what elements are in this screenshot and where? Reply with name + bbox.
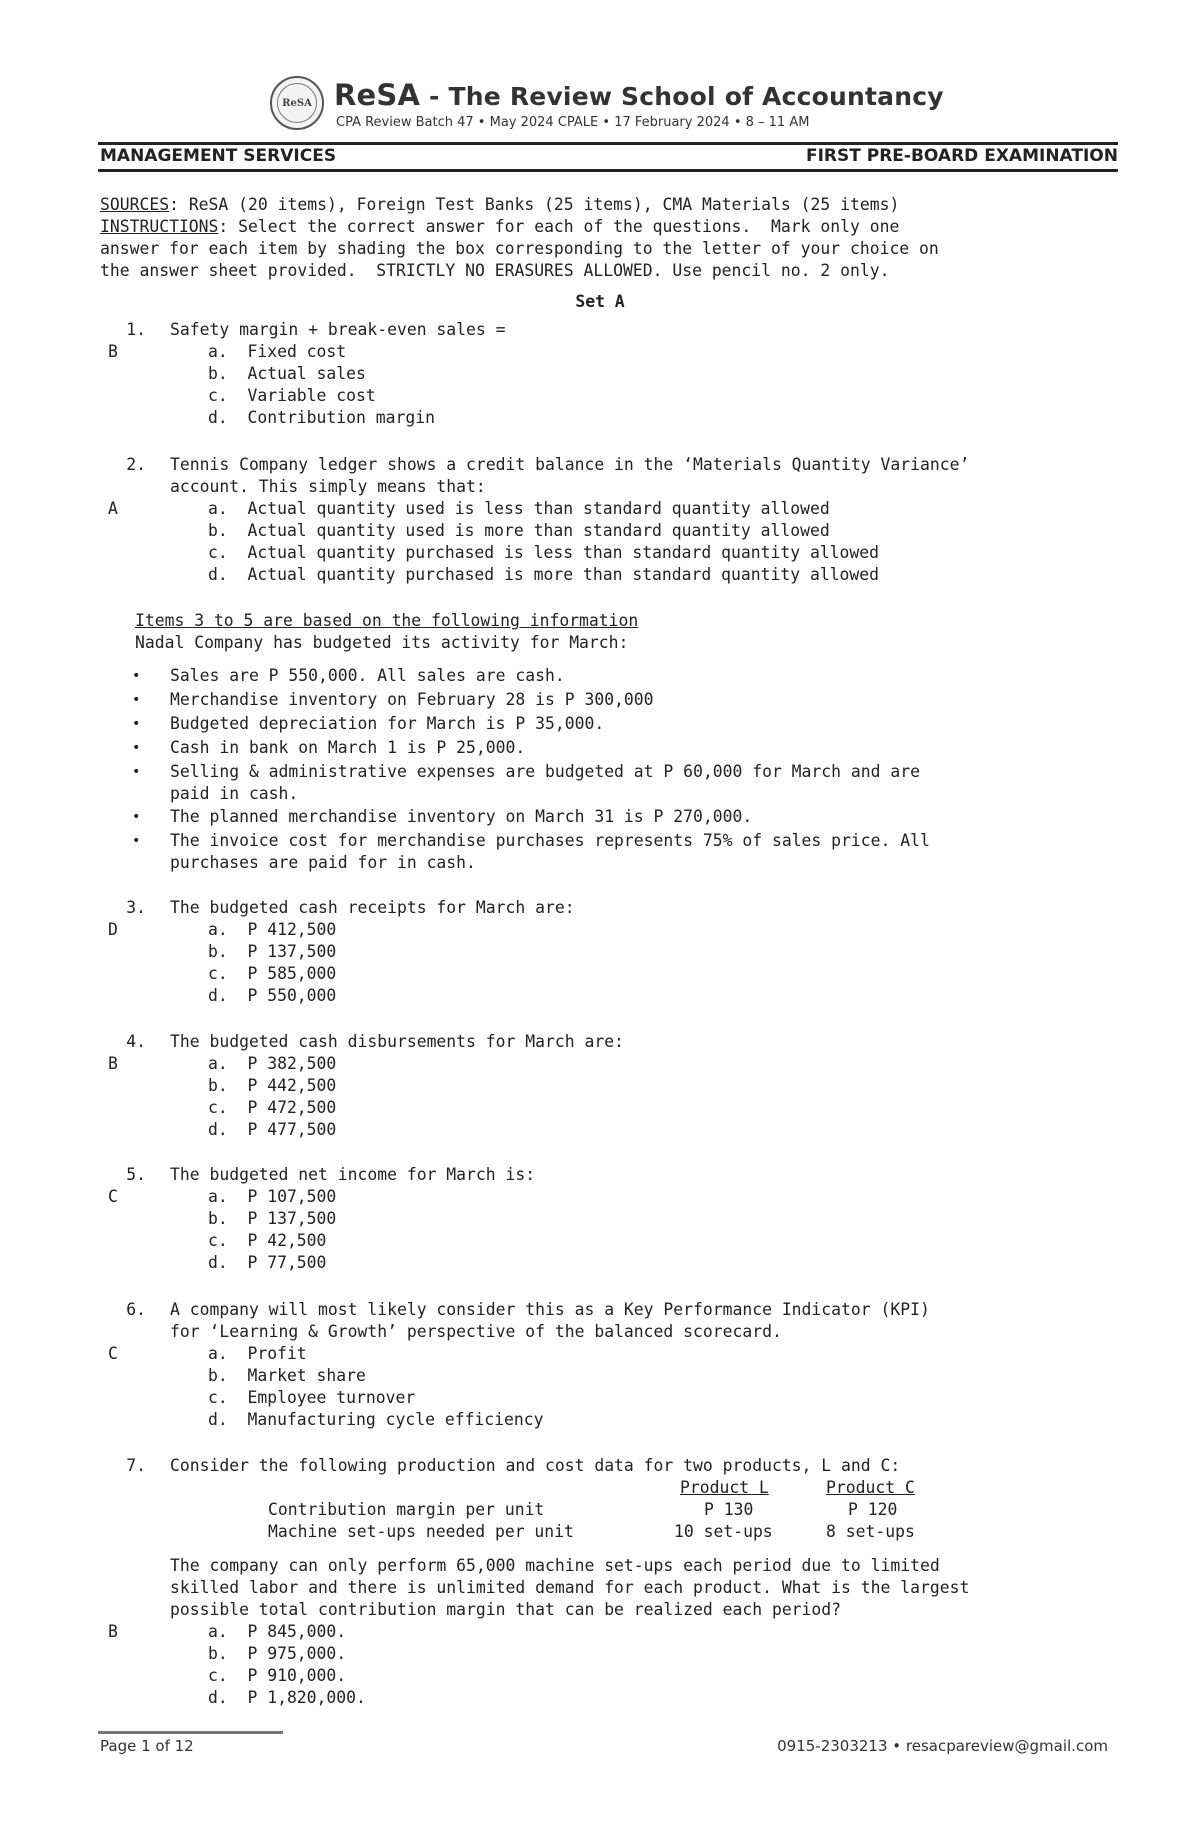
q7-choice-b: b. P 975,000. xyxy=(208,1644,347,1663)
set-label: Set A xyxy=(575,292,625,311)
info-bullet-6: The planned merchandise inventory on March 31 is P 270,000. xyxy=(170,807,753,826)
bullet-5: • xyxy=(132,764,141,780)
school-title-resa: ReSA xyxy=(334,78,421,112)
q7-table-row1-label: Contribution margin per unit xyxy=(268,1500,545,1519)
q1-choice-b: b. Actual sales xyxy=(208,364,366,383)
bullet-6: • xyxy=(132,809,141,825)
q3-choice-d: d. P 550,000 xyxy=(208,986,337,1005)
q2-choice-d: d. Actual quantity purchased is more than standard quantity allowed xyxy=(208,565,880,584)
q7-table-row2-c: 8 set-ups xyxy=(826,1522,915,1541)
instructions-label: INSTRUCTIONS xyxy=(100,217,219,236)
q1-choice-a: a. Fixed cost xyxy=(208,342,347,361)
q3-choice-b: b. P 137,500 xyxy=(208,942,337,961)
q5-choice-a: a. P 107,500 xyxy=(208,1187,337,1206)
header-rule-bottom xyxy=(98,169,1118,172)
q6-answer: C xyxy=(108,1344,118,1363)
q2-stem-1: Tennis Company ledger shows a credit balance in the ‘Materials Quantity Variance’ xyxy=(170,455,970,474)
info-bullet-7-cont: purchases are paid for in cash. xyxy=(170,853,476,872)
bullet-2: • xyxy=(132,692,141,708)
q7-para-3: possible total contribution margin that can be realized each period? xyxy=(170,1600,842,1619)
sources-line xyxy=(100,194,899,216)
school-subtitle: CPA Review Batch 47 • May 2024 CPALE • 17 February 2024 • 8 – 11 AM xyxy=(336,115,810,130)
info-bullet-5: Selling & administrative expenses are budgeted at P 60,000 for March and are xyxy=(170,762,920,781)
q5-choice-b: b. P 137,500 xyxy=(208,1209,337,1228)
q4-choice-c: c. P 472,500 xyxy=(208,1098,337,1117)
info-bullet-5-cont: paid in cash. xyxy=(170,784,299,803)
q7-number: 7. xyxy=(126,1456,146,1475)
q1-choice-d: d. Contribution margin xyxy=(208,408,435,427)
q4-number: 4. xyxy=(126,1032,146,1051)
q1-choice-c: c. Variable cost xyxy=(208,386,376,405)
q7-table-col-c: Product C xyxy=(826,1478,915,1497)
q5-number: 5. xyxy=(126,1165,146,1184)
q4-choice-b: b. P 442,500 xyxy=(208,1076,337,1095)
header-rule-top xyxy=(98,142,1118,145)
q7-table-col-l: Product L xyxy=(680,1478,769,1497)
q6-choice-a: a. Profit xyxy=(208,1344,307,1363)
bullet-1: • xyxy=(132,668,141,684)
info-lead: Nadal Company has budgeted its activity for March: xyxy=(135,633,629,652)
q3-stem: The budgeted cash receipts for March are: xyxy=(170,898,575,917)
q5-answer: C xyxy=(108,1187,118,1206)
q7-table-row2-label: Machine set-ups needed per unit xyxy=(268,1522,574,1541)
subject-title: MANAGEMENT SERVICES xyxy=(100,146,337,166)
school-title xyxy=(334,78,944,112)
q1-number: 1. xyxy=(126,320,146,339)
q7-para-2: skilled labor and there is unlimited demand for each product. What is the largest xyxy=(170,1578,970,1597)
q2-choice-c: c. Actual quantity purchased is less than standard quantity allowed xyxy=(208,543,880,562)
school-title-rest: - The Review School of Accountancy xyxy=(420,82,944,111)
q6-choice-b: b. Market share xyxy=(208,1366,366,1385)
q4-stem: The budgeted cash disbursements for March are: xyxy=(170,1032,624,1051)
instructions-line-1 xyxy=(100,216,899,238)
instructions-line-2: answer for each item by shading the box corresponding to the letter of your choice on xyxy=(100,239,939,258)
q3-number: 3. xyxy=(126,898,146,917)
q1-stem: Safety margin + break-even sales = xyxy=(170,320,506,339)
q7-para-1: The company can only perform 65,000 machine set-ups each period due to limited xyxy=(170,1556,940,1575)
bullet-3: • xyxy=(132,716,141,732)
exam-title: FIRST PRE-BOARD EXAMINATION xyxy=(805,146,1118,166)
q2-answer: A xyxy=(108,499,118,518)
info-bullet-1: Sales are P 550,000. All sales are cash. xyxy=(170,666,565,685)
q1-answer: B xyxy=(108,342,118,361)
q7-table-row1-l: P 130 xyxy=(704,1500,754,1519)
q2-choice-b: b. Actual quantity used is more than standard quantity allowed xyxy=(208,521,830,540)
q4-answer: B xyxy=(108,1054,118,1073)
q6-number: 6. xyxy=(126,1300,146,1319)
q2-stem-2: account. This simply means that: xyxy=(170,477,486,496)
logo-text: ReSA xyxy=(277,83,317,123)
q5-choice-d: d. P 77,500 xyxy=(208,1253,327,1272)
bullet-4: • xyxy=(132,740,141,756)
page-number: Page 1 of 12 xyxy=(100,1737,194,1755)
q7-table-row2-l: 10 set-ups xyxy=(674,1522,773,1541)
info-heading: Items 3 to 5 are based on the following information xyxy=(135,611,639,630)
info-bullet-4: Cash in bank on March 1 is P 25,000. xyxy=(170,738,526,757)
q6-stem-1: A company will most likely consider this as a Key Performance Indicator (KPI) xyxy=(170,1300,930,1319)
instructions-text-1: : Select the correct answer for each of the questions. Mark only one xyxy=(218,217,900,236)
q4-choice-a: a. P 382,500 xyxy=(208,1054,337,1073)
contact-info: 0915-2303213 • resacpareview@gmail.com xyxy=(777,1737,1108,1755)
q5-choice-c: c. P 42,500 xyxy=(208,1231,327,1250)
q2-number: 2. xyxy=(126,455,146,474)
instructions-line-3: the answer sheet provided. STRICTLY NO ERASURES ALLOWED. Use pencil no. 2 only. xyxy=(100,261,890,280)
resa-logo-icon xyxy=(270,76,324,130)
q5-stem: The budgeted net income for March is: xyxy=(170,1165,536,1184)
info-bullet-2: Merchandise inventory on February 28 is P 300,000 xyxy=(170,690,654,709)
info-bullet-7: The invoice cost for merchandise purchases represents 75% of sales price. All xyxy=(170,831,930,850)
bullet-7: • xyxy=(132,833,141,849)
sources-label: SOURCES xyxy=(100,195,170,214)
q4-choice-d: d. P 477,500 xyxy=(208,1120,337,1139)
q6-choice-d: d. Manufacturing cycle efficiency xyxy=(208,1410,544,1429)
sources-text: : ReSA (20 items), Foreign Test Banks (25 items), CMA Materials (25 items) xyxy=(169,195,900,214)
info-bullet-3: Budgeted depreciation for March is P 35,000. xyxy=(170,714,605,733)
q6-choice-c: c. Employee turnover xyxy=(208,1388,416,1407)
q3-choice-a: a. P 412,500 xyxy=(208,920,337,939)
q7-choice-a: a. P 845,000. xyxy=(208,1622,347,1641)
q6-stem-2: for ‘Learning & Growth’ perspective of the balanced scorecard. xyxy=(170,1322,782,1341)
q7-stem: Consider the following production and cost data for two products, L and C: xyxy=(170,1456,901,1475)
q3-choice-c: c. P 585,000 xyxy=(208,964,337,983)
q3-answer: D xyxy=(108,920,118,939)
q7-choice-c: c. P 910,000. xyxy=(208,1666,347,1685)
q7-table-row1-c: P 120 xyxy=(848,1500,898,1519)
footer-rule xyxy=(98,1731,283,1734)
q7-choice-d: d. P 1,820,000. xyxy=(208,1688,366,1707)
q2-choice-a: a. Actual quantity used is less than standard quantity allowed xyxy=(208,499,830,518)
q7-answer: B xyxy=(108,1622,118,1641)
